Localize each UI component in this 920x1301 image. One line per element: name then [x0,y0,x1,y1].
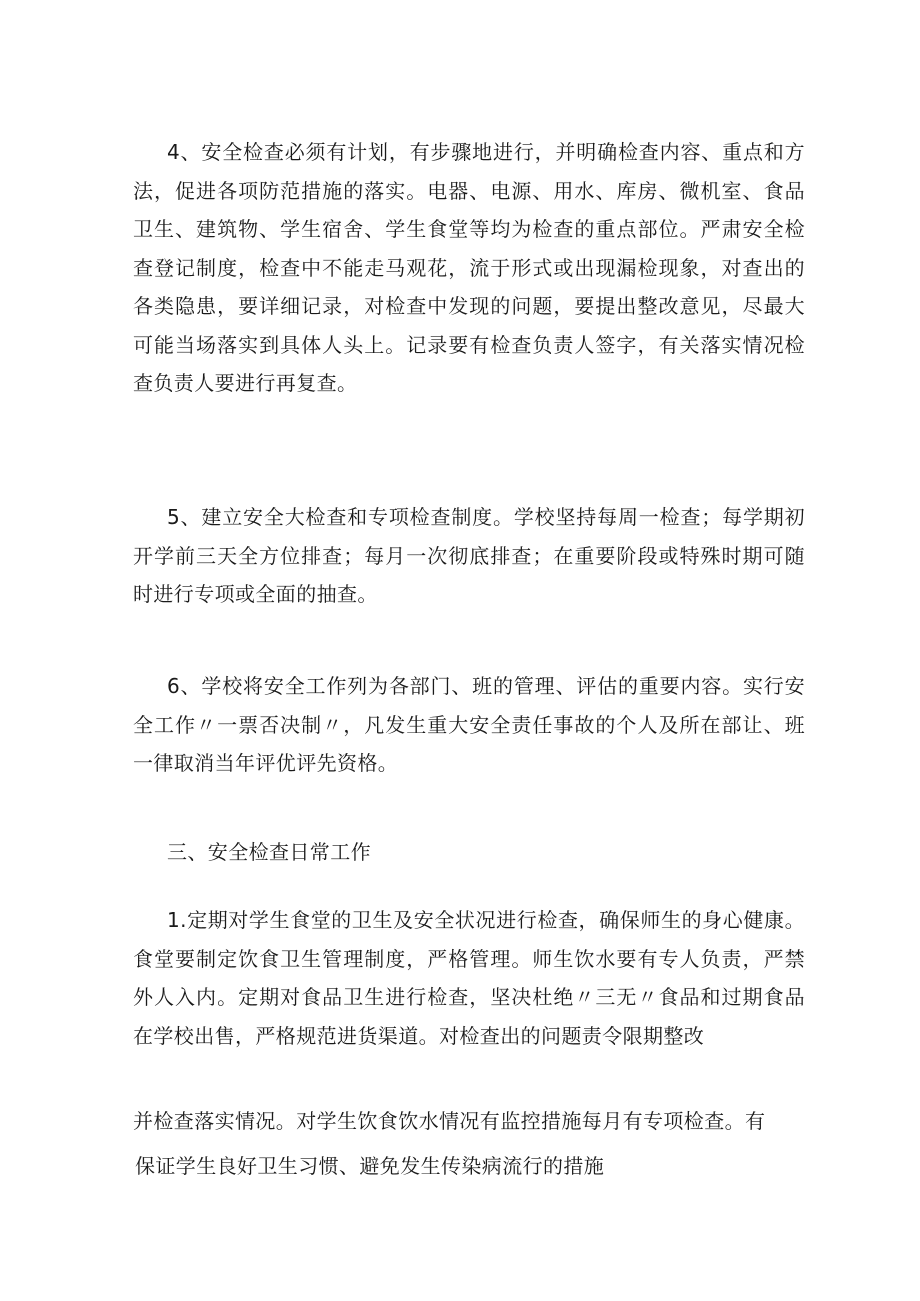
paragraph-item-6: 6、学校将安全工作列为各部门、班的管理、评估的重要内容。实行安全工作〃一票否决制〃，凡发生重大安全责任事故的个人及所在部让、班一律取消当年评优评先资格。 [133,674,805,775]
paragraph-item-1: 1.定期对学生食堂的卫生及安全状况进行检查，确保师生的身心健康。食堂要制定饮食卫生管理制度，严格管理。师生饮水要有专人负责，严禁外人入内。定期对食品卫生进行检查，坚决杜绝〃三无〃食品和过期食品在学校出售，严格规范进货渠道。对检查出的问题责令限期整改 [133,908,805,1048]
paragraph-item-5: 5、建立安全大检查和专项检查制度。学校坚持每周一检查；每学期初开学前三天全方位排查；每月一次彻底排查；在重要阶段或特殊时期可随时进行专项或全面的抽查。 [133,505,805,606]
paragraph-continuation-line: 并检查落实情况。对学生饮食饮水情况有监控措施每月有专项检查。有 [133,1109,766,1133]
paragraph-item-4: 4、安全检查必须有计划，有步骤地进行，并明确检查内容、重点和方法，促进各项防范措施的落实。电器、电源、用水、库房、微机室、食品卫生、建筑物、学生宿舍、学生食堂等均为检查的重点部位。严肃安全检查登记制度，检查中不能走马观花，流于形式或出现漏检现象，对查出的各类隐患，要详细记录，对检查中发现的问题，要提出整改意见，尽最大可能当场落实到具体人头上。记录要有检查负责人签字，有关落实情况检查负责人要进行再复查。 [133,140,805,395]
section-heading: 三、安全检查日常工作 [167,840,371,864]
paragraph-continuation-line: 保证学生良好卫生习惯、避免发生传染病流行的措施 [135,1154,605,1178]
